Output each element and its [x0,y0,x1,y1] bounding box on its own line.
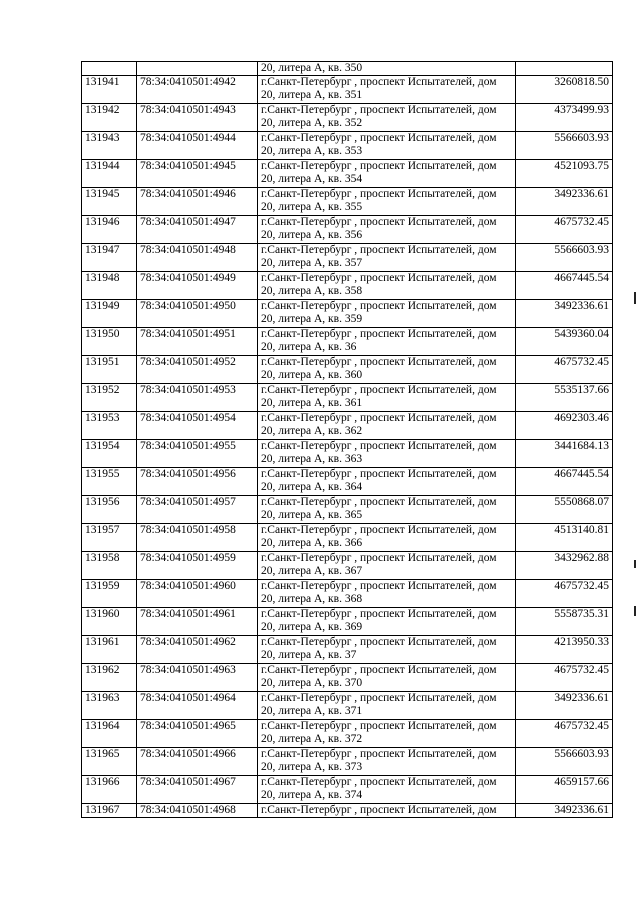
address-cell [258,580,516,608]
cadastral-cell: 78:34:0410501:4960 [137,580,258,608]
cadastral-cell: 78:34:0410501:4963 [137,664,258,692]
address-cell [258,216,516,244]
address-line1: г.Санкт-Петербург , проспект Испытателей, дом [261,804,497,816]
address-line1: г.Санкт-Петербург , проспект Испытателей, дом [261,608,497,620]
address-cell [258,636,516,664]
address-line2: 20, литера А, кв. 371 [261,705,363,717]
id-cell: 131966 [82,776,137,804]
address-cell [258,272,516,300]
price-cell: 4213950.33 [516,636,613,664]
address-line1: г.Санкт-Петербург , проспект Испытателей, дом [261,188,497,200]
cadastral-cell: 78:34:0410501:4967 [137,776,258,804]
cadastral-cell: 78:34:0410501:4952 [137,356,258,384]
table-row [82,524,613,552]
address-cell [258,328,516,356]
price-cell: 4659157.66 [516,776,613,804]
table-row [82,608,613,636]
price-cell: 4675732.45 [516,580,613,608]
id-cell: 131960 [82,608,137,636]
address-cell [258,244,516,272]
address-line2: 20, литера А, кв. 367 [261,565,363,577]
address-cell [258,720,516,748]
cadastral-cell: 78:34:0410501:4949 [137,272,258,300]
address-line2: 20, литера А, кв. 353 [261,145,363,157]
address-cell [258,384,516,412]
id-cell: 131964 [82,720,137,748]
id-cell: 131962 [82,664,137,692]
table-row [82,62,613,76]
table-row [82,76,613,104]
price-cell: 4675732.45 [516,216,613,244]
address-line1: г.Санкт-Петербург , проспект Испытателей, дом [261,384,497,396]
price-cell: 5566603.93 [516,244,613,272]
id-cell: 131958 [82,552,137,580]
table-row [82,216,613,244]
table-row [82,636,613,664]
price-cell: 4521093.75 [516,160,613,188]
address-line1: г.Санкт-Петербург , проспект Испытателей, дом [261,272,497,284]
address-cell [258,468,516,496]
id-cell: 131947 [82,244,137,272]
address-cell [258,62,516,76]
scan-edge-mark [634,560,636,568]
price-cell: 5550868.07 [516,496,613,524]
address-line2: 20, литера А, кв. 369 [261,621,363,633]
cadastral-cell: 78:34:0410501:4961 [137,608,258,636]
table-row [82,272,613,300]
table-row [82,664,613,692]
price-cell: 4675732.45 [516,356,613,384]
id-cell: 131957 [82,524,137,552]
address-line1: г.Санкт-Петербург , проспект Испытателей, дом [261,76,497,88]
address-line1: г.Санкт-Петербург , проспект Испытателей, дом [261,748,497,760]
address-line1: г.Санкт-Петербург , проспект Испытателей, дом [261,720,497,732]
address-line2: 20, литера А, кв. 365 [261,509,363,521]
price-cell: 3492336.61 [516,804,613,818]
address-line2: 20, литера А, кв. 358 [261,285,363,297]
cadastral-cell: 78:34:0410501:4943 [137,104,258,132]
id-cell: 131967 [82,804,137,818]
address-line2: 20, литера А, кв. 370 [261,677,363,689]
address-cell [258,132,516,160]
id-cell: 131944 [82,160,137,188]
cadastral-cell: 78:34:0410501:4944 [137,132,258,160]
price-cell [516,62,613,76]
table-row [82,804,613,818]
id-cell: 131949 [82,300,137,328]
address-line1: г.Санкт-Петербург , проспект Испытателей, дом [261,636,497,648]
id-cell: 131961 [82,636,137,664]
table-row [82,132,613,160]
address-line1: г.Санкт-Петербург , проспект Испытателей, дом [261,132,497,144]
cadastral-cell: 78:34:0410501:4965 [137,720,258,748]
id-cell: 131954 [82,440,137,468]
table-row [82,776,613,804]
cadastral-cell: 78:34:0410501:4966 [137,748,258,776]
id-cell: 131959 [82,580,137,608]
id-cell: 131965 [82,748,137,776]
price-cell: 4675732.45 [516,664,613,692]
address-cell [258,188,516,216]
id-cell: 131948 [82,272,137,300]
table-body [82,62,613,818]
address-line1: г.Санкт-Петербург , проспект Испытателей, дом [261,468,497,480]
address-cell [258,692,516,720]
address-line1: г.Санкт-Петербург , проспект Испытателей, дом [261,552,497,564]
price-cell: 5566603.93 [516,748,613,776]
id-cell: 131952 [82,384,137,412]
address-line1: г.Санкт-Петербург , проспект Испытателей, дом [261,412,497,424]
address-line1: г.Санкт-Петербург , проспект Испытателей, дом [261,244,497,256]
address-line1: г.Санкт-Петербург , проспект Испытателей, дом [261,580,497,592]
address-cell [258,524,516,552]
price-cell: 3441684.13 [516,440,613,468]
address-line2: 20, литера А, кв. 374 [261,789,363,801]
scan-edge-mark [634,292,636,304]
address-cell [258,748,516,776]
address-cell [258,776,516,804]
cadastral-cell: 78:34:0410501:4955 [137,440,258,468]
table-row [82,384,613,412]
address-line1: г.Санкт-Петербург , проспект Испытателей, дом [261,328,497,340]
price-cell: 4667445.54 [516,468,613,496]
address-line2: 20, литера А, кв. 368 [261,593,363,605]
cadastral-cell: 78:34:0410501:4946 [137,188,258,216]
address-cell [258,104,516,132]
address-line2: 20, литера А, кв. 362 [261,425,363,437]
address-cell [258,608,516,636]
table-row [82,720,613,748]
cadastral-cell: 78:34:0410501:4958 [137,524,258,552]
table-row [82,244,613,272]
address-line2: 20, литера А, кв. 372 [261,733,363,745]
address-cell [258,356,516,384]
table-row [82,104,613,132]
address-line2: 20, литера А, кв. 357 [261,257,363,269]
id-cell: 131941 [82,76,137,104]
cadastral-cell: 78:34:0410501:4968 [137,804,258,818]
address-line1: г.Санкт-Петербург , проспект Испытателей, дом [261,664,497,676]
address-line2: 20, литера А, кв. 364 [261,481,363,493]
id-cell: 131945 [82,188,137,216]
price-cell: 4513140.81 [516,524,613,552]
address-line2: 20, литера А, кв. 355 [261,201,363,213]
cadastral-cell: 78:34:0410501:4954 [137,412,258,440]
price-cell: 3492336.61 [516,188,613,216]
address-cell [258,76,516,104]
address-line1: г.Санкт-Петербург , проспект Испытателей, дом [261,356,497,368]
address-cell [258,496,516,524]
address-line1: г.Санкт-Петербург , проспект Испытателей, дом [261,160,497,172]
address-cell [258,160,516,188]
id-cell: 131950 [82,328,137,356]
table-row [82,160,613,188]
price-cell: 3432962.88 [516,552,613,580]
address-line2: 20, литера А, кв. 361 [261,397,363,409]
cadastral-cell: 78:34:0410501:4942 [137,76,258,104]
address-cell [258,440,516,468]
price-cell: 4667445.54 [516,272,613,300]
table-row [82,748,613,776]
price-cell: 5535137.66 [516,384,613,412]
price-cell: 3492336.61 [516,300,613,328]
address-line2: 20, литера А, кв. 366 [261,537,363,549]
cadastral-cell: 78:34:0410501:4951 [137,328,258,356]
table-row [82,356,613,384]
cadastral-cell: 78:34:0410501:4959 [137,552,258,580]
id-cell [82,62,137,76]
table-row [82,412,613,440]
id-cell: 131953 [82,412,137,440]
address-line1: г.Санкт-Петербург , проспект Испытателей, дом [261,692,497,704]
cadastral-cell: 78:34:0410501:4950 [137,300,258,328]
id-cell: 131942 [82,104,137,132]
scan-edge-mark [634,606,636,616]
address-line1: г.Санкт-Петербург , проспект Испытателей, дом [261,776,497,788]
table-row [82,328,613,356]
price-cell: 5439360.04 [516,328,613,356]
price-cell: 3260818.50 [516,76,613,104]
price-cell: 4675732.45 [516,720,613,748]
price-cell: 4692303.46 [516,412,613,440]
address-line2: 20, литера А, кв. 373 [261,761,363,773]
id-cell: 131943 [82,132,137,160]
table-row [82,188,613,216]
price-cell: 3492336.61 [516,692,613,720]
table-row [82,692,613,720]
address-line2: 20, литера А, кв. 37 [261,649,357,661]
address-line1: г.Санкт-Петербург , проспект Испытателей, дом [261,216,497,228]
id-cell: 131956 [82,496,137,524]
address-line2: 20, литера А, кв. 354 [261,173,363,185]
address-line1: г.Санкт-Петербург , проспект Испытателей, дом [261,524,497,536]
address-line1: г.Санкт-Петербург , проспект Испытателей, дом [261,440,497,452]
address-line1: г.Санкт-Петербург , проспект Испытателей, дом [261,300,497,312]
id-cell: 131955 [82,468,137,496]
address-line1: г.Санкт-Петербург , проспект Испытателей, дом [261,104,497,116]
price-cell: 4373499.93 [516,104,613,132]
cadastral-cell: 78:34:0410501:4962 [137,636,258,664]
address-line2: 20, литера А, кв. 36 [261,341,357,353]
address-line2: 20, литера А, кв. 350 [261,62,363,74]
cadastral-cell: 78:34:0410501:4948 [137,244,258,272]
table-row [82,300,613,328]
id-cell: 131946 [82,216,137,244]
address-line2: 20, литера А, кв. 351 [261,89,363,101]
cadastral-cell: 78:34:0410501:4956 [137,468,258,496]
address-cell [258,664,516,692]
address-line2: 20, литера А, кв. 359 [261,313,363,325]
cadastral-cell: 78:34:0410501:4957 [137,496,258,524]
address-line2: 20, литера А, кв. 363 [261,453,363,465]
id-cell: 131963 [82,692,137,720]
price-cell: 5558735.31 [516,608,613,636]
cadastral-cell: 78:34:0410501:4947 [137,216,258,244]
table-row [82,468,613,496]
address-line1: г.Санкт-Петербург , проспект Испытателей, дом [261,496,497,508]
address-line2: 20, литера А, кв. 356 [261,229,363,241]
address-cell [258,804,516,818]
cadastral-cell: 78:34:0410501:4953 [137,384,258,412]
cadastral-cell: 78:34:0410501:4945 [137,160,258,188]
address-line2: 20, литера А, кв. 352 [261,117,363,129]
cadastral-cell [137,62,258,76]
address-cell [258,552,516,580]
table-row [82,552,613,580]
table-row [82,580,613,608]
address-cell [258,300,516,328]
cadastral-cell: 78:34:0410501:4964 [137,692,258,720]
property-registry-table [81,61,613,818]
table-row [82,440,613,468]
table-row [82,496,613,524]
price-cell: 5566603.93 [516,132,613,160]
id-cell: 131951 [82,356,137,384]
address-line2: 20, литера А, кв. 360 [261,369,363,381]
address-cell [258,412,516,440]
